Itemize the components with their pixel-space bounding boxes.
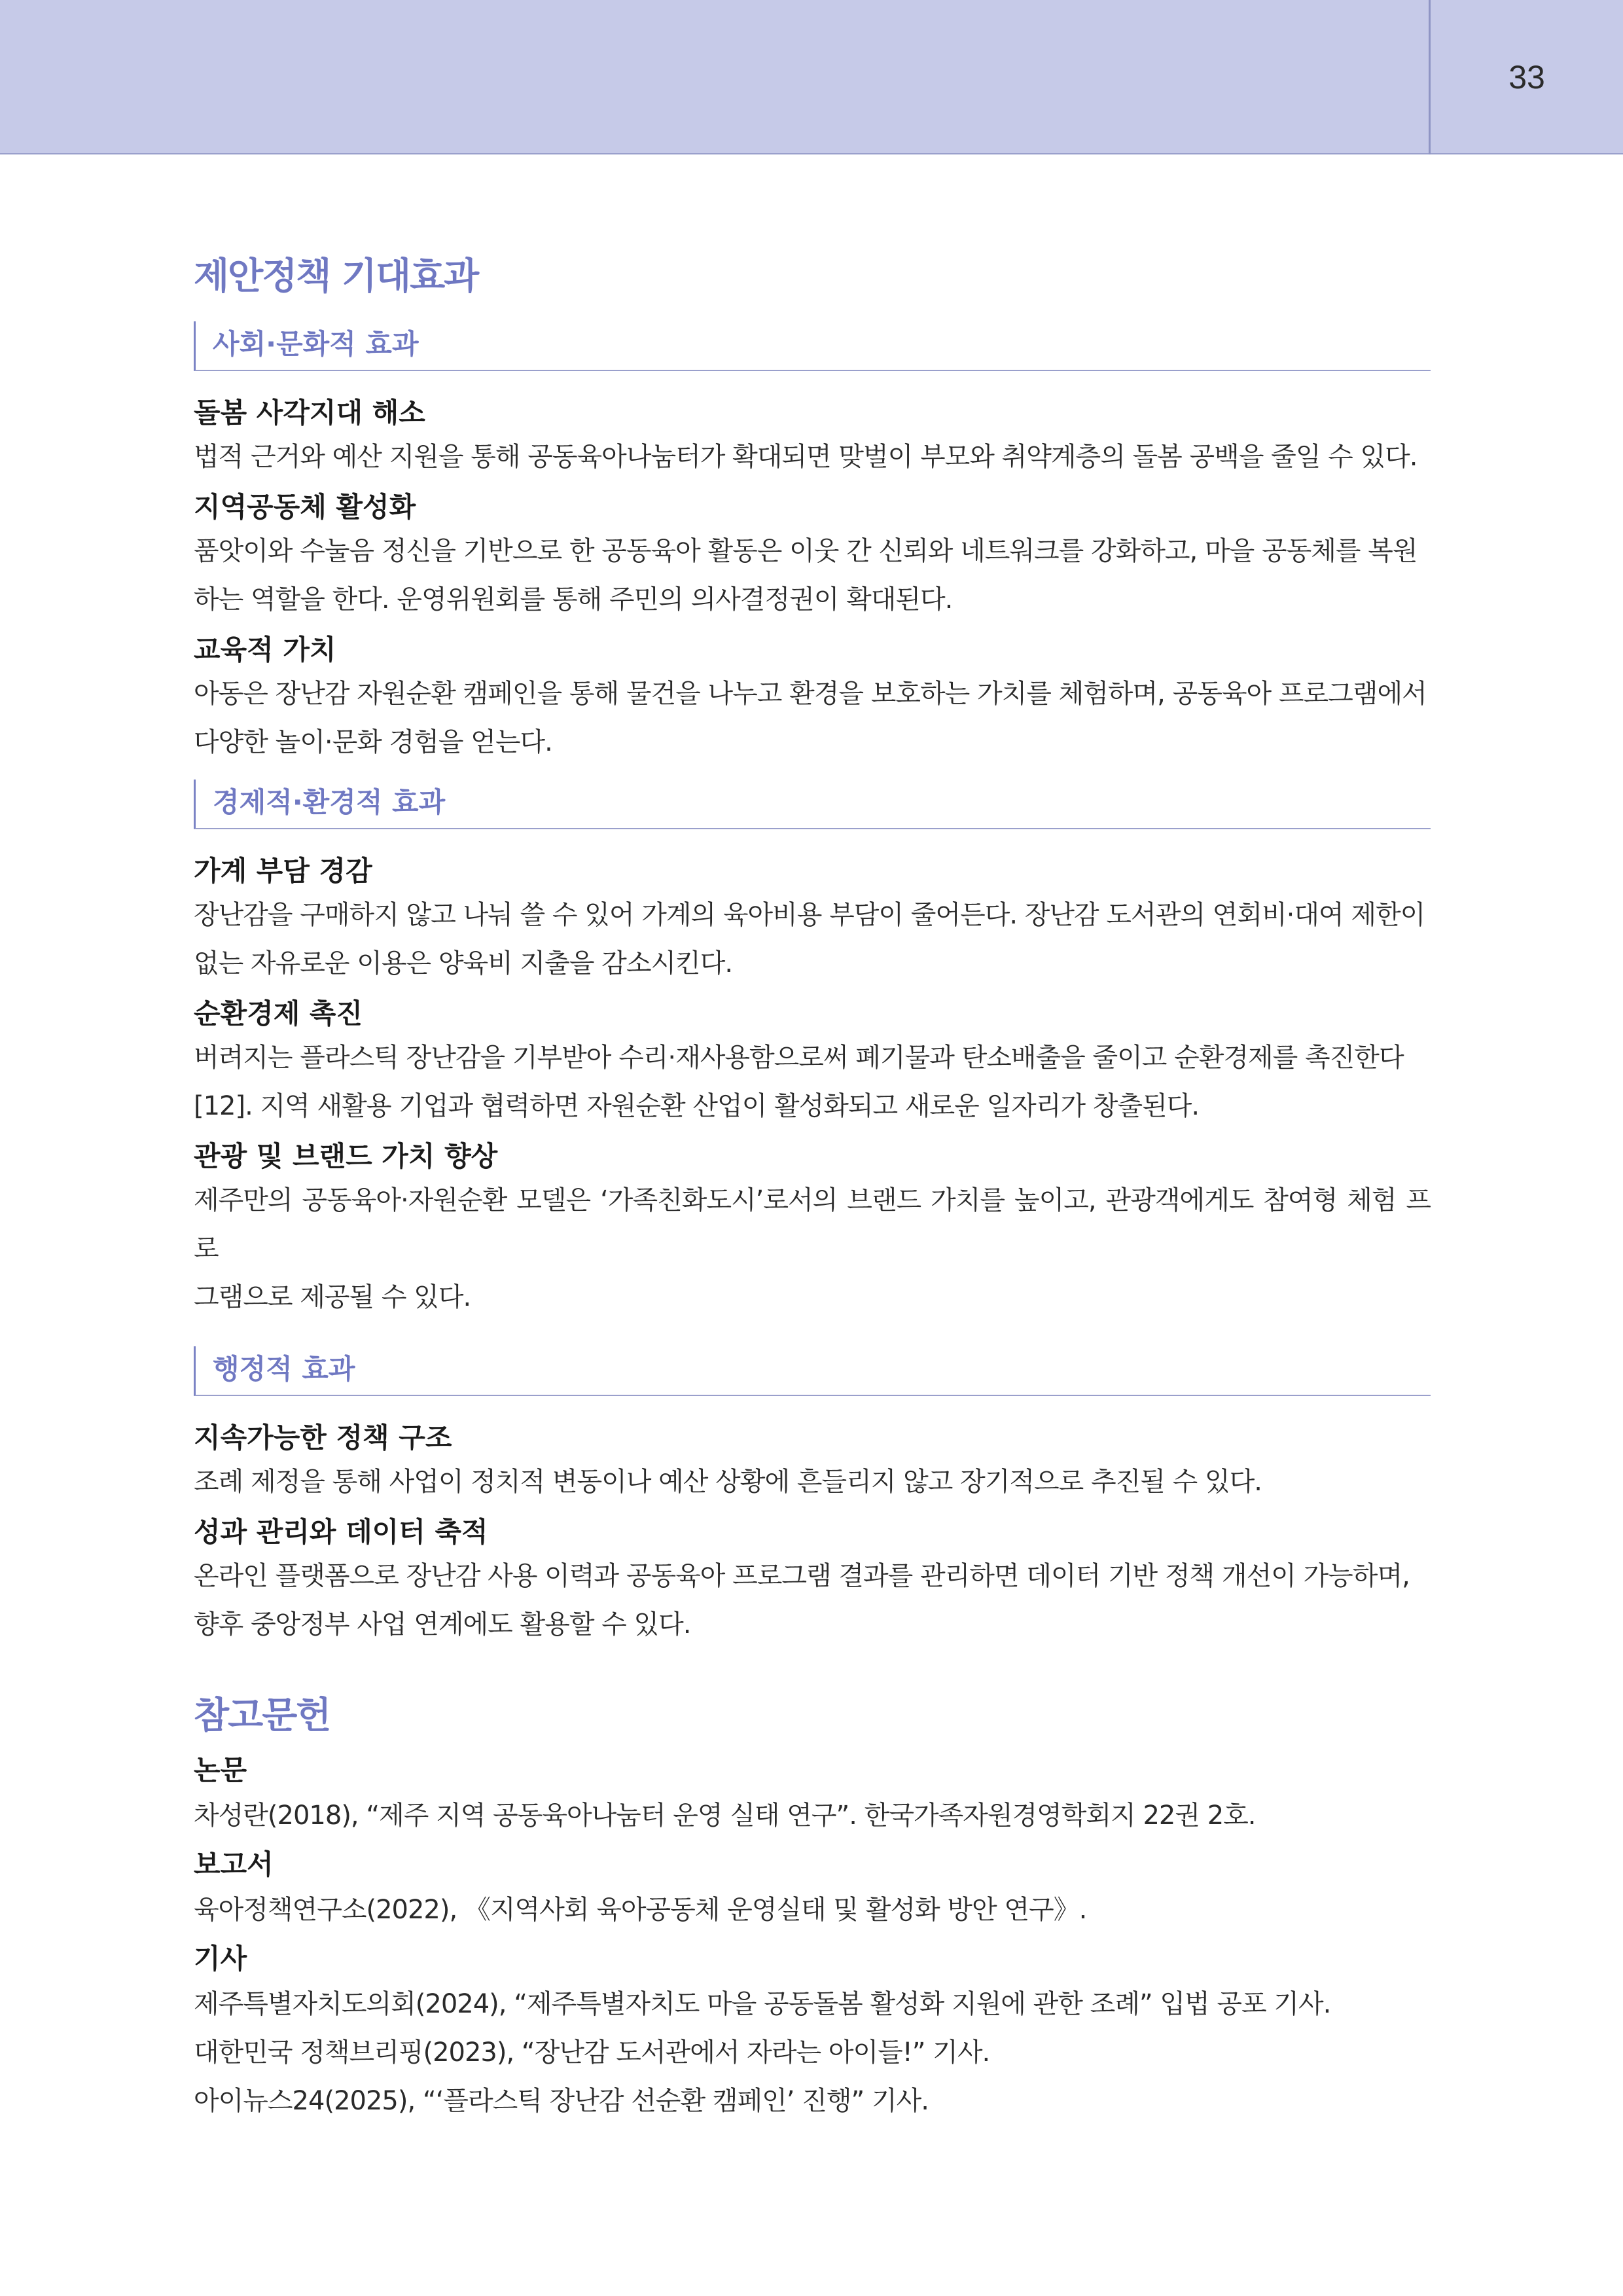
item-text: 제주만의 공동육아·자원순환 모델은 ‘가족친화도시’로서의 브랜드 가치를 높이고, 관광객에게도 참여형 체험 프로	[194, 1185, 1431, 1264]
item-text: [12]. 지역 새활용 기업과 협력하면 자원순환 산업이 활성화되고 새로운 일자리가 창출된다.	[194, 1091, 1200, 1121]
page-header-band	[0, 0, 1623, 154]
item-title: 돌봄 사각지대 해소	[194, 397, 425, 429]
reference-entry: 아이뉴스24(2025), “‘플라스틱 장난감 선순환 캠페인’ 진행” 기사.	[194, 2086, 929, 2116]
reference-entry: 차성란(2018), “제주 지역 공동육아나눔터 운영 실태 연구”. 한국가족자원경영학회지 22권 2호.	[194, 1801, 1256, 1831]
item-text: 온라인 플랫폼으로 장난감 사용 이력과 공동육아 프로그램 결과를 관리하면 데이터 기반 정책 개선이 가능하며,	[194, 1561, 1410, 1591]
references-title: 참고문헌	[194, 1695, 330, 1737]
item-text: 조례 제정을 통해 사업이 정치적 변동이나 예산 상황에 흔들리지 않고 장기적으로 추진될 수 있다.	[194, 1467, 1262, 1497]
item-text: 향후 중앙정부 사업 연계에도 활용할 수 있다.	[194, 1609, 691, 1640]
item-title: 교육적 가치	[194, 634, 336, 666]
section-title: 제안정책 기대효과	[194, 255, 478, 298]
item-text: 그램으로 제공될 수 있다.	[194, 1282, 471, 1312]
reference-entry: 육아정책연구소(2022), 《지역사회 육아공동체 운영실태 및 활성화 방안 연구》.	[194, 1895, 1087, 1925]
item-title: 가계 부담 경감	[194, 855, 372, 887]
subsection-header: 행정적 효과	[194, 1346, 1431, 1396]
item-title: 순환경제 촉진	[194, 997, 363, 1030]
item-text: 장난감을 구매하지 않고 나눠 쓸 수 있어 가계의 육아비용 부담이 줄어든다. 장난감 도서관의 연회비·대여 제한이	[194, 900, 1425, 930]
reference-category: 보고서	[194, 1848, 274, 1880]
reference-entry: 대한민국 정책브리핑(2023), “장난감 도서관에서 자라는 아이들!” 기사.	[194, 2037, 990, 2068]
item-title: 관광 및 브랜드 가치 향상	[194, 1140, 498, 1172]
reference-category: 논문	[194, 1754, 247, 1786]
item-text: 버려지는 플라스틱 장난감을 기부받아 수리·재사용함으로써 폐기물과 탄소배출을 줄이고 순환경제를 촉진한다	[194, 1043, 1404, 1073]
page-number: 33	[1508, 59, 1545, 96]
subsection-header: 경제적·환경적 효과	[194, 780, 1431, 829]
item-text: 품앗이와 수눌음 정신을 기반으로 한 공동육아 활동은 이웃 간 신뢰와 네트워크를 강화하고, 마을 공동체를 복원	[194, 536, 1418, 566]
reference-category: 기사	[194, 1943, 247, 1975]
item-text: 하는 역할을 한다. 운영위원회를 통해 주민의 의사결정권이 확대된다.	[194, 584, 953, 615]
item-text: 법적 근거와 예산 지원을 통해 공동육아나눔터가 확대되면 맞벌이 부모와 취약계층의 돌봄 공백을 줄일 수 있다.	[194, 442, 1418, 472]
item-text: 다양한 놀이·문화 경험을 얻는다.	[194, 727, 552, 757]
reference-entry: 제주특별자치도의회(2024), “제주특별자치도 마을 공동돌봄 활성화 지원에 관한 조례” 입법 공포 기사.	[194, 1989, 1331, 2019]
item-title: 성과 관리와 데이터 축적	[194, 1516, 488, 1548]
item-text: 없는 자유로운 이용은 양육비 지출을 감소시킨다.	[194, 948, 733, 978]
page-content	[194, 245, 1431, 2125]
item-text: 아동은 장난감 자원순환 캠페인을 통해 물건을 나누고 환경을 보호하는 가치를 체험하며, 공동육아 프로그램에서	[194, 679, 1427, 709]
item-title: 지역공동체 활성화	[194, 491, 416, 523]
subsection-header: 사회·문화적 효과	[194, 321, 1431, 371]
item-title: 지속가능한 정책 구조	[194, 1422, 452, 1454]
